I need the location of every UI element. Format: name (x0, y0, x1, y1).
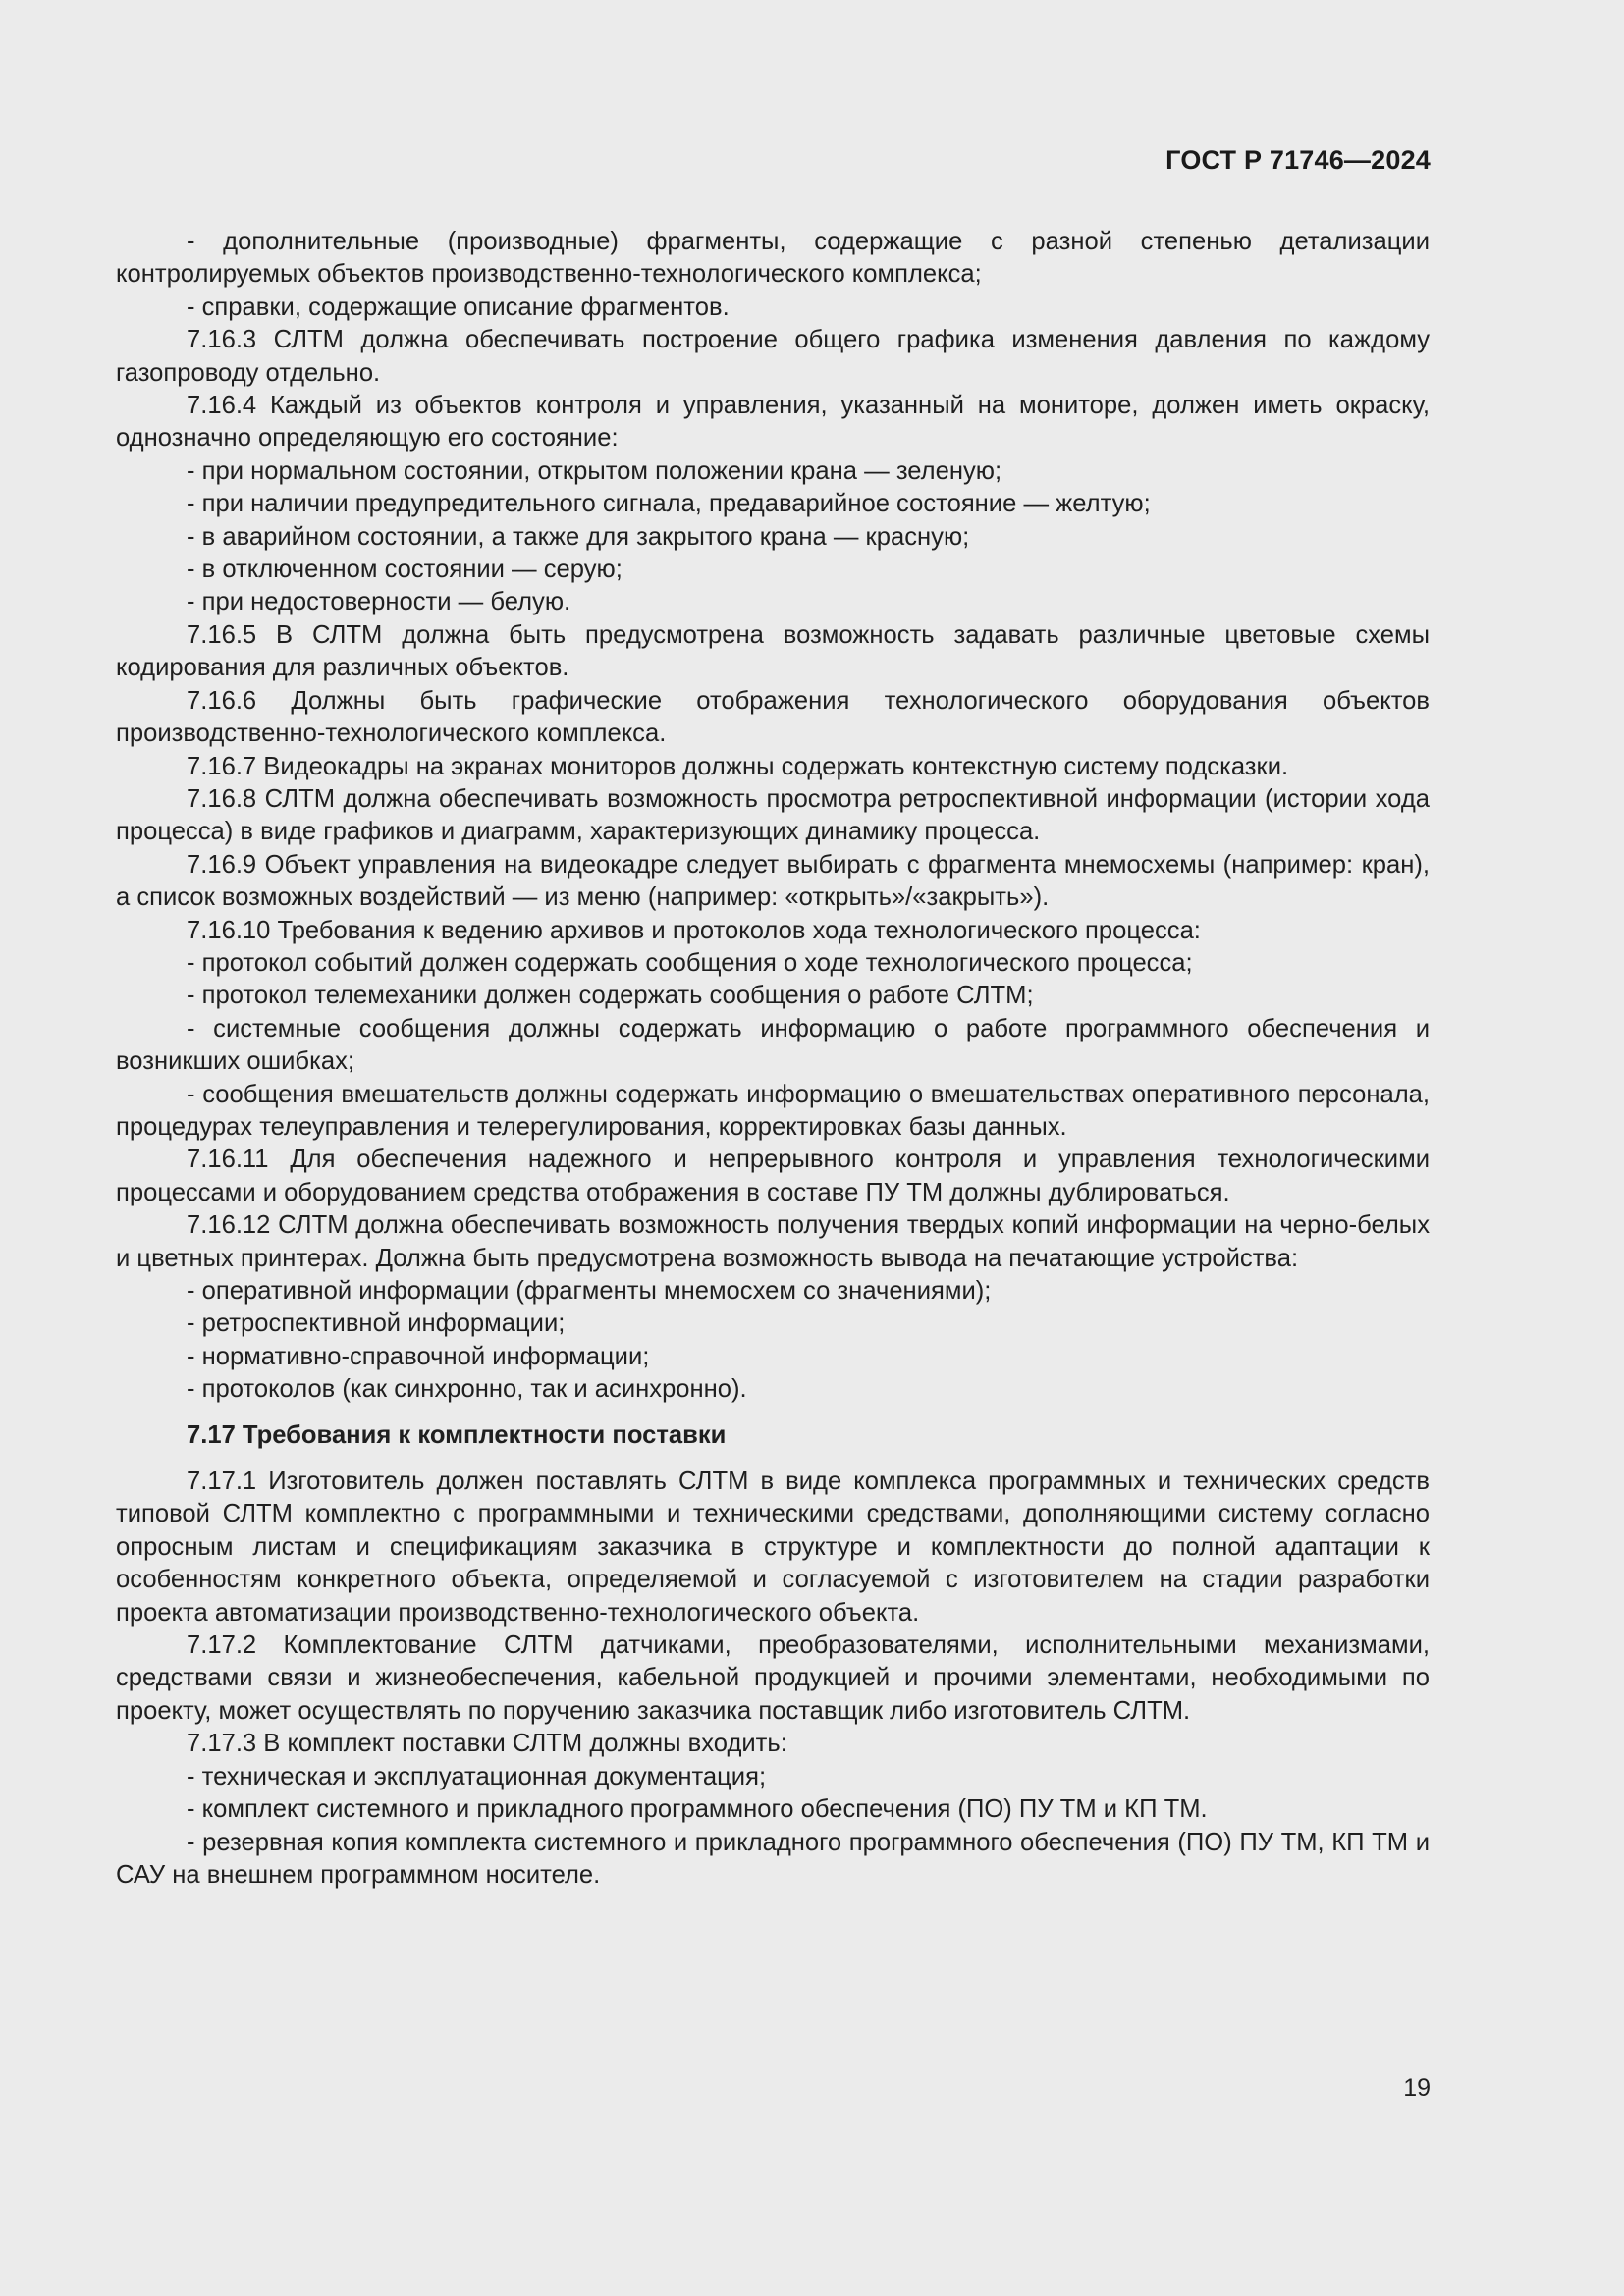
page-number: 19 (1403, 2074, 1431, 2102)
list-item: - при нормальном состоянии, открытом положении крана — зеленую; (187, 456, 1002, 485)
list-item: - нормативно-справочной информации; (187, 1342, 650, 1370)
paragraph-7-16-6: 7.16.6 Должны быть графические отображения технологического оборудования объектов производственно-технологического комплекса. (116, 686, 1430, 748)
paragraph-7-16-8: 7.16.8 СЛТМ должна обеспечивать возможность просмотра ретроспективной информации (истории хода процесса) в виде графиков и диаграмм, характеризующих динамику процесса. (116, 784, 1430, 846)
list-item: - техническая и эксплуатационная документация; (187, 1762, 767, 1790)
list-item: - в отключенном состоянии — серую; (187, 556, 623, 584)
paragraph-7-16-11: 7.16.11 Для обеспечения надежного и непрерывного контроля и управления технологическими процессами и оборудованием средства отображения в составе ПУ ТМ должны дублироваться. (116, 1146, 1430, 1206)
paragraph-7-16-9: 7.16.9 Объект управления на видеокадре следует выбирать с фрагмента мнемосхемы (например: кран), а список возможных воздействий — из меню (например: «открыть»/«закрыть»). (116, 850, 1430, 912)
paragraph-7-16-12: 7.16.12 СЛТМ должна обеспечивать возможность получения твердых копий информации на черно-белых и цветных принтерах. Должна быть предусмотрена возможность вывода на печатающие устройства: (116, 1211, 1430, 1272)
list-item: - резервная копия комплекта системного и прикладного программного обеспечения (ПО) ПУ ТМ, КП ТМ и САУ на внешнем программном носителе. (116, 1828, 1430, 1889)
paragraph-7-16-3: 7.16.3 СЛТМ должна обеспечивать построение общего графика изменения давления по каждому газопроводу отдельно. (116, 326, 1430, 387)
section-heading-7-17: 7.17 Требования к комплектности поставки (187, 1420, 727, 1449)
paragraph-7-16-7: 7.16.7 Видеокадры на экранах мониторов должны содержать контекстную систему подсказки. (187, 752, 1289, 780)
paragraph-7-17-3: 7.17.3 В комплект поставки СЛТМ должны входить: (187, 1730, 787, 1758)
list-item: - в аварийном состоянии, а также для закрытого крана — красную; (187, 522, 970, 551)
list-item: - протоколов (как синхронно, так и асинхронно). (187, 1375, 747, 1404)
paragraph-7-17-2: 7.17.2 Комплектование СЛТМ датчиками, преобразователями, исполнительными механизмами, средствами связи и жизнеобеспечения, кабельной продукцией и прочими элементами, необходимыми по проекту, может осуществлять по поручению заказчика поставщик либо изготовитель СЛТМ. (116, 1631, 1430, 1725)
paragraph-7-17-1: 7.17.1 Изготовитель должен поставлять СЛТМ в виде комплекса программных и технических средств типовой СЛТМ комплектно с программными и техническими средствами, дополняющими систему согласно опросным листам и спецификациям заказчика в структуре и комплектности до полной адаптации к особенностям конкретного объекта, определяемой и согласуемой с изготовителем на стадии разработки проекта автоматизации производственно-технологического объекта. (116, 1468, 1430, 1627)
paragraph-7-16-5: 7.16.5 В СЛТМ должна быть предусмотрена возможность задавать различные цветовые схемы кодирования для различных объектов. (116, 620, 1430, 682)
list-item: - оперативной информации (фрагменты мнемосхем со значениями); (187, 1277, 992, 1305)
list-item: - протокол телемеханики должен содержать сообщения о работе СЛТМ; (187, 982, 1034, 1010)
list-item: - сообщения вмешательств должны содержать информацию о вмешательствах оперативного персонала, процедурах телеуправления и телерегулирования, корректировках базы данных. (116, 1080, 1430, 1141)
list-item: - протокол событий должен содержать сообщения о ходе технологического процесса; (187, 948, 1193, 977)
paragraph-7-16-4: 7.16.4 Каждый из объектов контроля и управления, указанный на мониторе, должен иметь окраску, однозначно определяющую его состояние: (116, 392, 1430, 453)
paragraph-7-16-10: 7.16.10 Требования к ведению архивов и протоколов хода технологического процесса: (187, 916, 1201, 944)
list-item: - при наличии предупредительного сигнала, предаварийное состояние — желтую; (187, 490, 1151, 518)
paragraph: - дополнительные (производные) фрагменты, содержащие с разной степенью детализации контролируемых объектов производственно-технологического комплекса; (116, 228, 1430, 289)
document-body (116, 226, 1430, 1892)
list-item: - системные сообщения должны содержать информацию о работе программного обеспечения и возникших ошибках; (116, 1014, 1430, 1076)
list-item: - при недостоверности — белую. (187, 588, 571, 616)
list-item: - ретроспективной информации; (187, 1309, 566, 1338)
paragraph: - справки, содержащие описание фрагментов. (187, 293, 730, 321)
document-code-header: ГОСТ Р 71746—2024 (1165, 145, 1431, 175)
list-item: - комплект системного и прикладного программного обеспечения (ПО) ПУ ТМ и КП ТМ. (187, 1795, 1208, 1824)
